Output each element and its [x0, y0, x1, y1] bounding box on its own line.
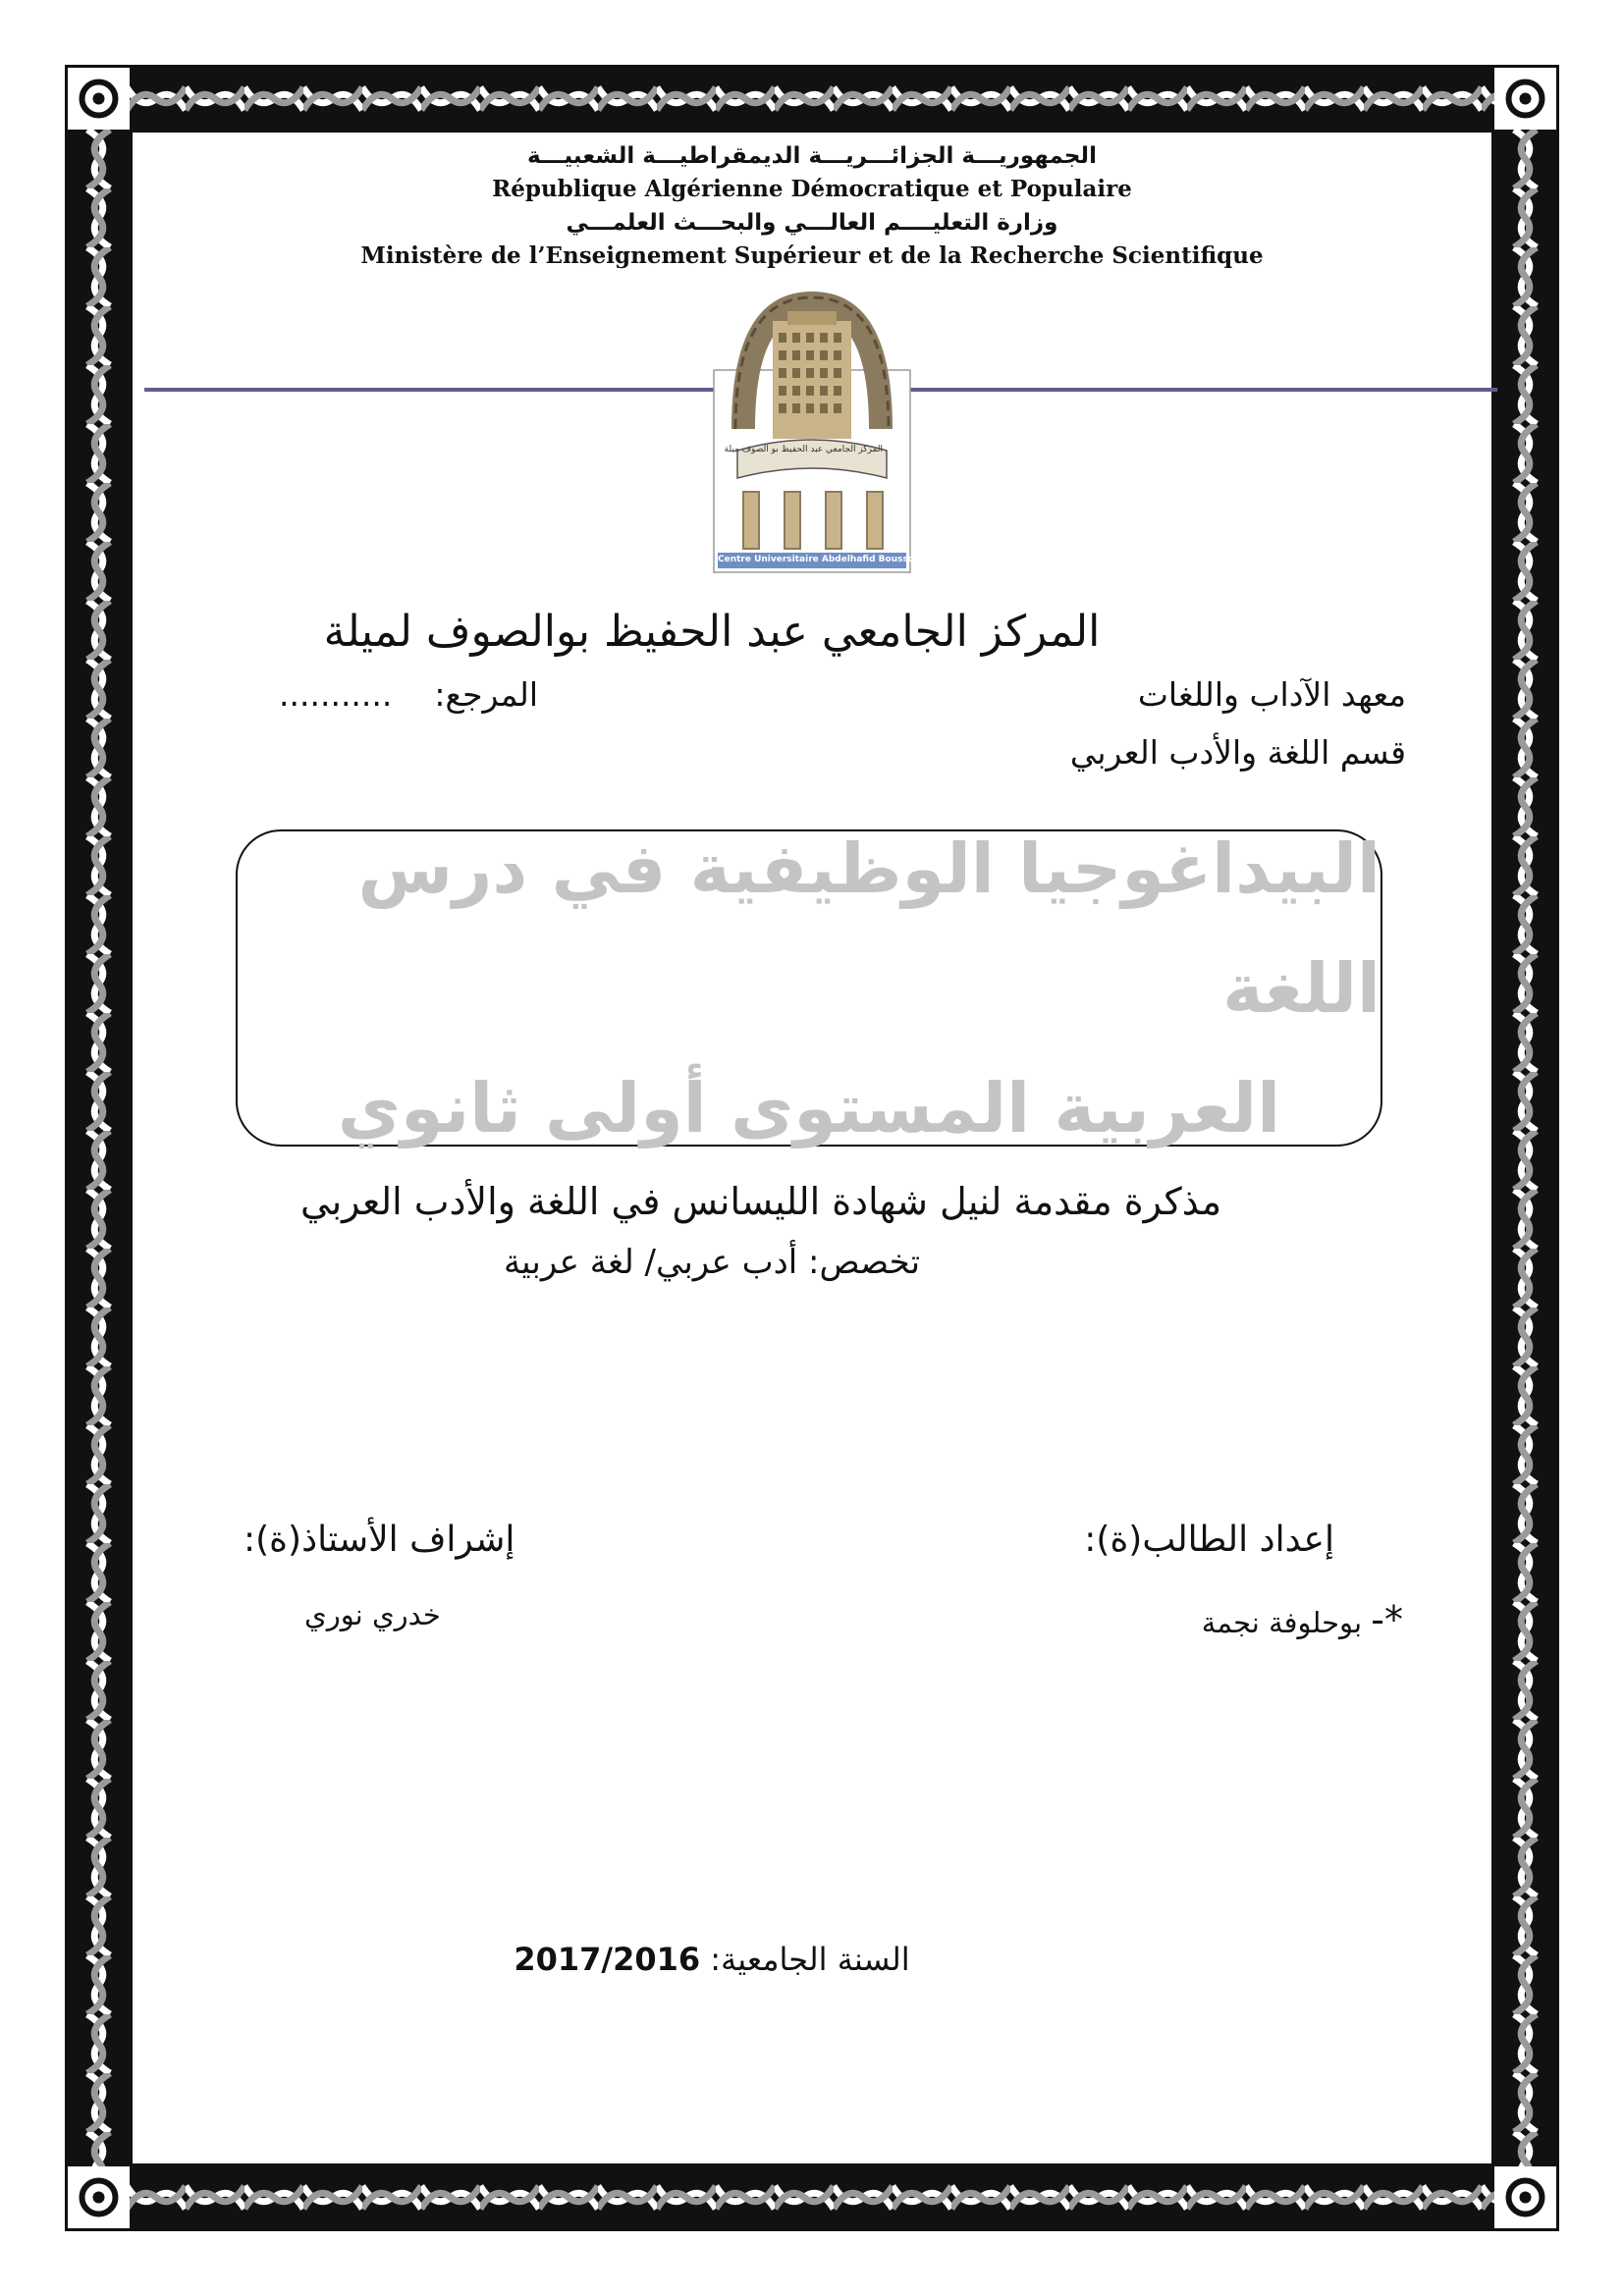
specialty-line: تخصص: أدب عربي/ لغة عربية: [503, 1243, 921, 1282]
official-header: [130, 139, 1494, 273]
corner-ornament-top-right: [1494, 68, 1556, 130]
ministry-name-arabic: وزارة التعليــــم العالـــي والبحـــث العلمـــي: [566, 210, 1058, 236]
corner-ornament-bottom-right: [1494, 2166, 1556, 2228]
academic-year-value: 2017/2016: [514, 1941, 701, 1978]
academic-year: [196, 1941, 1227, 1978]
corner-ornament-bottom-left: [68, 2166, 130, 2228]
student-bullet-marker: *-: [1371, 1598, 1403, 1641]
thesis-title-line-2: العربية المستوى أولى ثانوي: [337, 1067, 1281, 1148]
supervised-by-label: إشراف الأستاذ(ة):: [244, 1520, 515, 1560]
horizontal-rule-right: [910, 388, 1497, 392]
reference-label: المرجع:: [434, 675, 538, 714]
memo-description: مذكرة مقدمة لنيل شهادة الليسانس في اللغة والأدب العربي: [299, 1180, 1222, 1223]
border-band-bottom: [68, 2166, 1556, 2228]
student-name: بوحلوفة نجمة: [1201, 1606, 1363, 1639]
thesis-title-line-1: البيداغوجيا الوظيفية في درس اللغة: [357, 828, 1380, 1029]
horizontal-rule-left: [144, 388, 714, 392]
border-band-right: [1494, 130, 1556, 2166]
department-name: قسم اللغة والأدب العربي: [1069, 733, 1406, 772]
reference-value: ...........: [279, 675, 393, 714]
academic-year-label: السنة الجامعية:: [710, 1941, 910, 1978]
institute-name: معهد الآداب واللغات: [1137, 675, 1406, 714]
thesis-title-box: [236, 829, 1382, 1147]
republic-name-french: République Algérienne Démocratique et Populaire: [492, 176, 1132, 202]
reference-field: [279, 675, 538, 714]
border-band-left: [68, 130, 130, 2166]
university-logo: [714, 282, 948, 572]
prepared-by-label: إعداد الطالب(ة):: [1084, 1520, 1334, 1560]
student-entry: [1202, 1598, 1403, 1641]
border-band-top: [68, 68, 1556, 130]
supervisor-name: خدري نوري: [304, 1598, 441, 1631]
logo-banner-text: المركز الجامعي عبد الحفيظ بو الصوف ميلة: [724, 445, 883, 454]
ministry-name-french: Ministère de l’Enseignement Supérieur et de la Recherche Scientifique: [360, 242, 1264, 269]
logo-caption: Centre Universitaire Abdelhafid Boussouf Mila: [718, 555, 948, 564]
corner-ornament-top-left: [68, 68, 130, 130]
republic-name-arabic: الجمهوريـــة الجزائـــريـــة الديمقراطيـــة الشعبيـــة: [527, 143, 1097, 169]
university-center-name: المركز الجامعي عبد الحفيظ بوالصوف لميلة: [323, 607, 1101, 657]
